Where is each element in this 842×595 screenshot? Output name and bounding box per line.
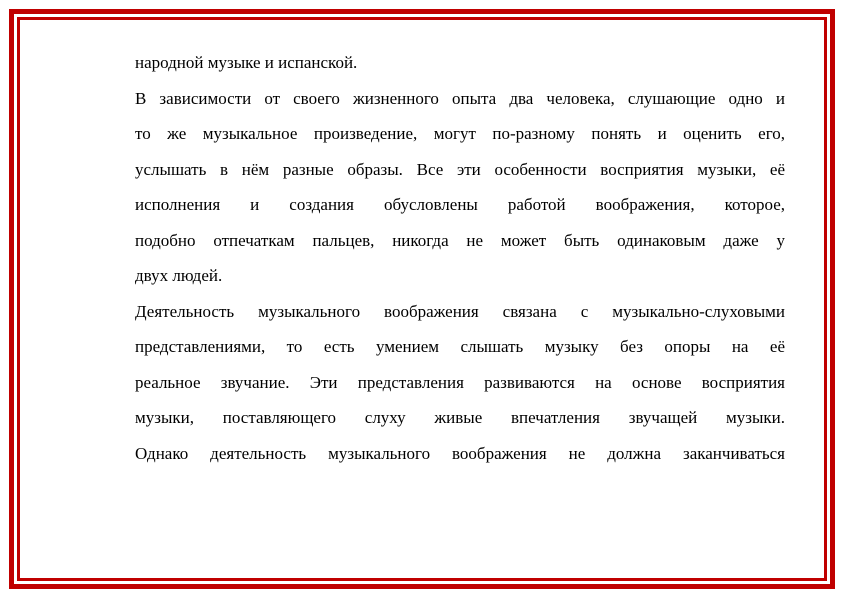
text-line: услышать в нём разные образы. Все эти особенности восприятия музыки, её bbox=[135, 159, 785, 179]
paragraph-3 bbox=[135, 294, 785, 472]
text-line: исполнения и создания обусловлены работой воображения, которое, bbox=[135, 195, 785, 214]
text-line: представлениями, то есть умением слышать музыку без опоры на её bbox=[135, 337, 785, 356]
text-line: реальное звучание. Эти представления развиваются на основе восприятия bbox=[135, 372, 785, 392]
text-line: В зависимости от своего жизненного опыта два человека, слушающие одно и bbox=[135, 88, 785, 108]
text-line: музыки, поставляющего слуху живые впечатления звучащей музыки. bbox=[135, 408, 785, 427]
paragraph-1 bbox=[135, 45, 785, 81]
paragraph-2 bbox=[135, 81, 785, 294]
text-line: Однако деятельность музыкального воображения не должна заканчиваться bbox=[135, 443, 785, 463]
text-line: подобно отпечаткам пальцев, никогда не может быть одинаковым даже у bbox=[135, 230, 785, 250]
text-line: Деятельность музыкального воображения связана с музыкально-слуховыми bbox=[135, 301, 785, 321]
body-text bbox=[135, 45, 785, 471]
text-line: двух людей. bbox=[135, 266, 223, 285]
text-line: то же музыкальное произведение, могут по-разному понять и оценить его, bbox=[135, 124, 785, 143]
text-line: народной музыке и испанской. bbox=[135, 53, 358, 72]
